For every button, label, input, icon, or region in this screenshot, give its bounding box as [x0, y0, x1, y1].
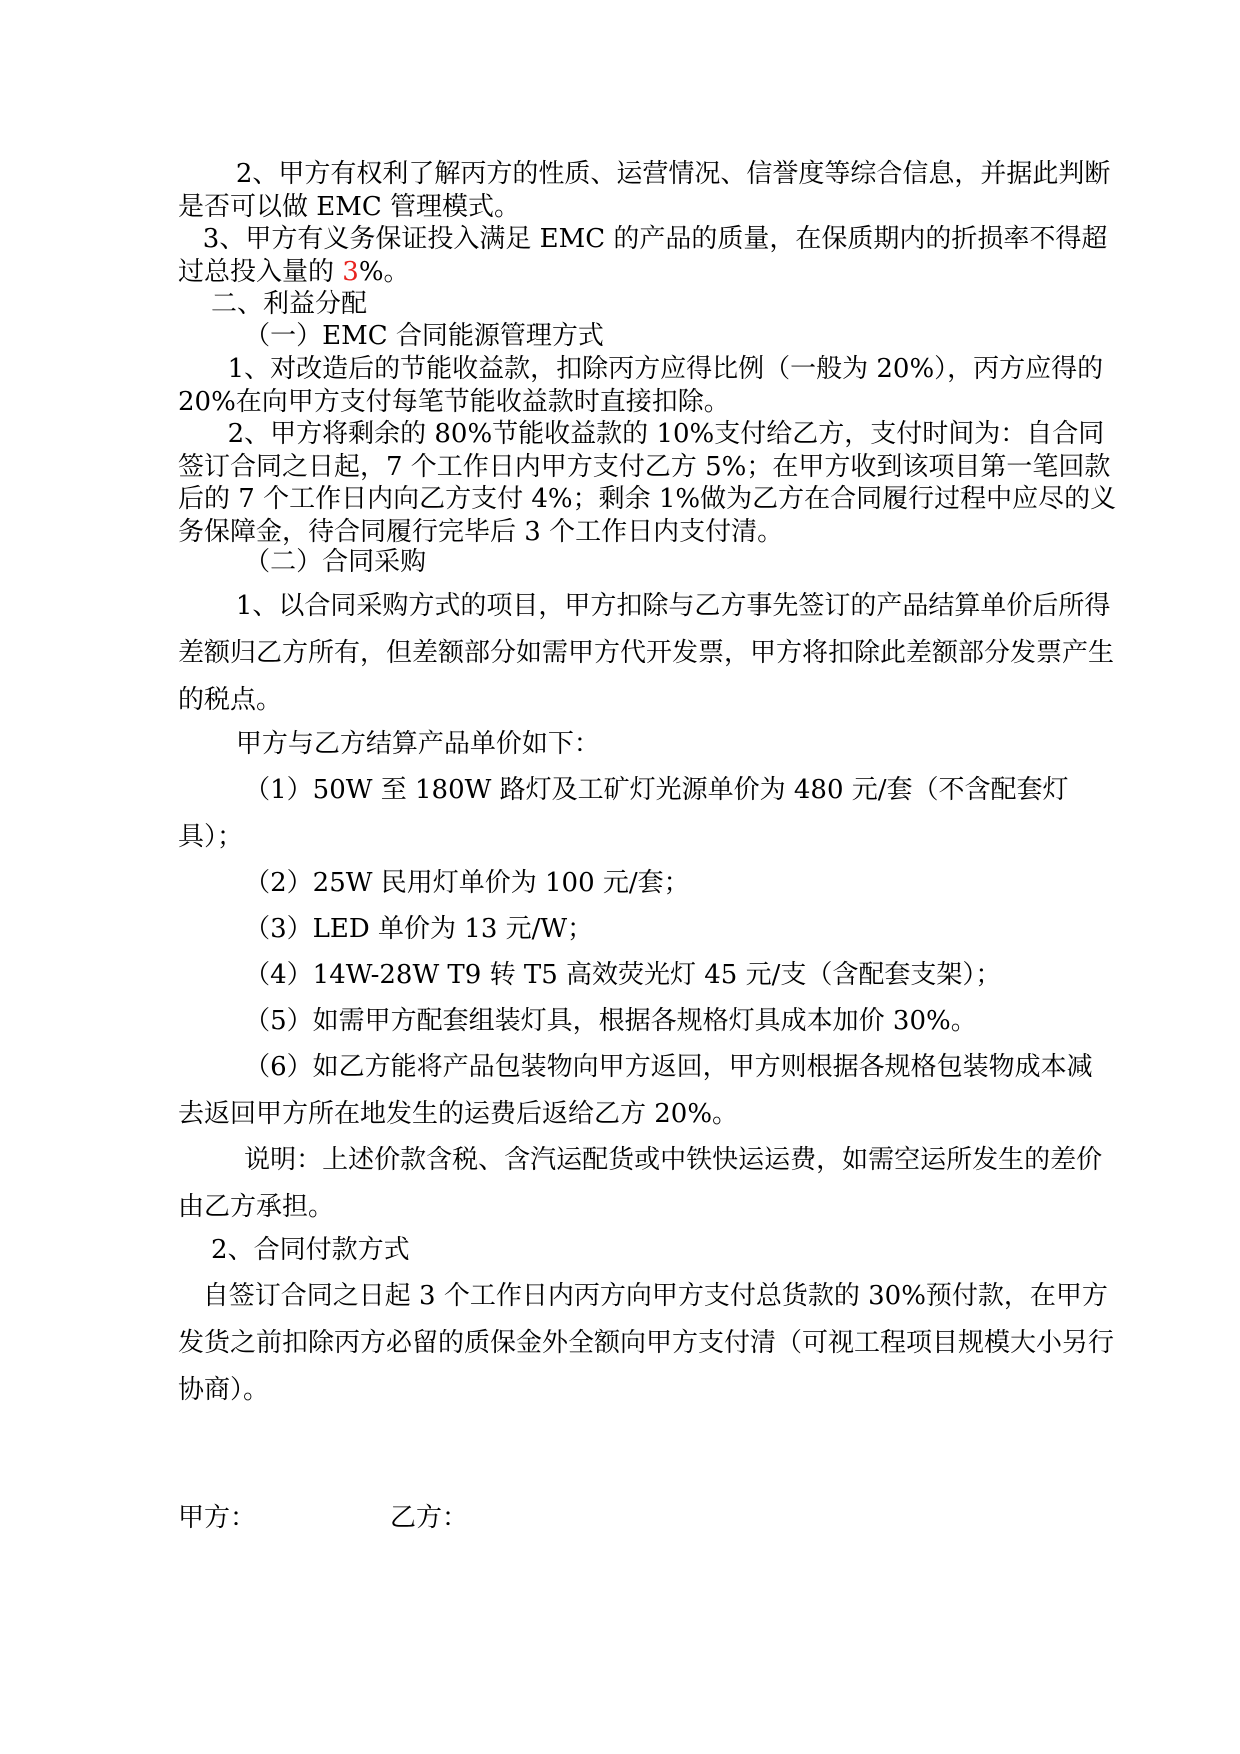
price-item-4: （4）14W-28W T9 转 T5 高效荧光灯 45 元/支（含配套支架）；: [178, 960, 1002, 990]
price-item-3: （3）LED 单价为 13 元/W；: [178, 914, 594, 944]
clause-3-percent-value: 3: [342, 256, 359, 287]
subsection-2-heading: （二）合同采购: [178, 547, 427, 577]
price-item-1: （1）50W 至 180W 路灯及工矿灯光源单价为 480 元/套（不含配套灯具）；: [178, 775, 1069, 852]
party-b-signature-label: 乙方：: [390, 1503, 469, 1533]
clause-3-paragraph: [178, 223, 1118, 288]
emc-clause-1-paragraph: 1、对改造后的节能收益款，扣除丙方应得比例（一般为 20%），丙方应得的 20%在向甲方支付每笔节能收益款时直接扣除。: [178, 354, 1112, 417]
section-2-heading: 二、利益分配: [178, 289, 368, 319]
purchase-clause-1-paragraph: 1、以合同采购方式的项目，甲方扣除与乙方事先签订的产品结算单价后所得差额归乙方所有，但差额部分如需甲方代开发票，甲方将扣除此差额部分发票产生的税点。: [178, 591, 1115, 715]
price-item-5: （5）如需甲方配套组装灯具，根据各规格灯具成本加价 30%。: [178, 1006, 977, 1036]
price-list-intro: 甲方与乙方结算产品单价如下：: [178, 729, 600, 759]
payment-paragraph: 自签订合同之日起 3 个工作日内丙方向甲方支付总货款的 30%预付款，在甲方发货之前扣除丙方必留的质保金外全额向甲方支付清（可视工程项目规模大小另行协商）。: [178, 1281, 1115, 1405]
payment-heading: 2、合同付款方式: [178, 1235, 410, 1265]
price-item-6: （6）如乙方能将产品包装物向甲方返回，甲方则根据各规格包装物成本减去返回甲方所在地发生的运费后返给乙方 20%。: [178, 1052, 1093, 1129]
price-item-2: （2）25W 民用灯单价为 100 元/套；: [178, 868, 690, 898]
clause-3-text: 3、甲方有义务保证投入满足 EMC 的产品的质量，在保质期内的折损率不得超过总投入量的: [178, 224, 1108, 287]
clause-3-text-end: %。: [358, 256, 410, 287]
subsection-1-heading: （一）EMC 合同能源管理方式: [178, 321, 604, 351]
price-note-paragraph: 说明：上述价款含税、含汽运配货或中铁快运运费，如需空运所发生的差价由乙方承担。: [178, 1145, 1103, 1222]
emc-clause-2-paragraph: 2、甲方将剩余的 80%节能收益款的 10%支付给乙方，支付时间为：自合同签订合同之日起，7 个工作日内甲方支付乙方 5%；在甲方收到该项目第一笔回款后的 7 个工作日内向乙方支付 4%；剩余 1%做为乙方在合同履行过程中应尽的义务保障金，待合同履行完毕后 3 个工作日内支付清。: [178, 419, 1117, 547]
clause-2-paragraph: 2、甲方有权利了解丙方的性质、运营情况、信誉度等综合信息，并据此判断是否可以做 EMC 管理模式。: [178, 159, 1111, 222]
party-a-signature-label: 甲方：: [178, 1503, 257, 1533]
